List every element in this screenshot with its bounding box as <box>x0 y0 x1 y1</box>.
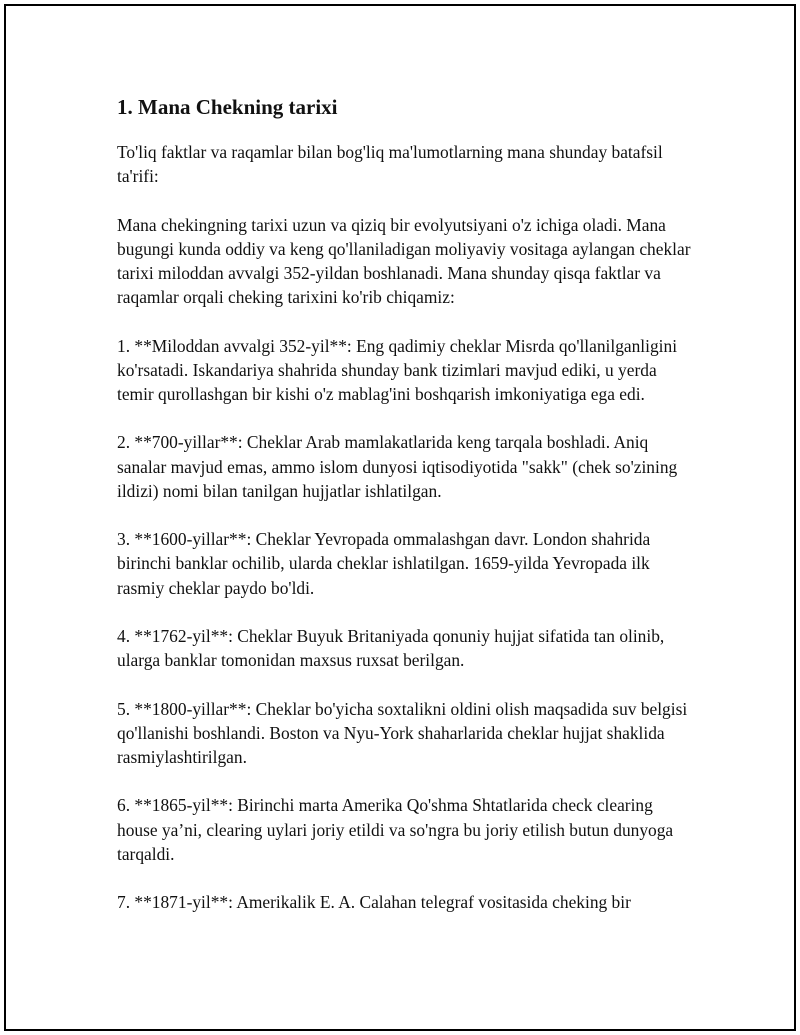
list-item-6: 6. **1865-yil**: Birinchi marta Amerika Qo'shma Shtatlarida check clearing house ya’ni, clearing uylari joriy etildi va so'ngra bu joriy etilish butun dunyoga tarqaldi. <box>117 795 674 864</box>
list-item-3: 3. **1600-yillar**: Cheklar Yevropada ommalashgan davr. London shahrida birinchi banklar ochilib, ularda cheklar ishlatilgan. 1659-yilda Yevropada ilk rasmiy cheklar paydo bo'ldi. <box>117 529 651 598</box>
document-title: 1. Mana Chekning tarixi <box>117 95 338 119</box>
document-body <box>117 94 697 939</box>
list-item-1: 1. **Miloddan avvalgi 352-yil**: Eng qadimiy cheklar Misrda qo'llanilganligini ko'rsatadi. Iskandariya shahrida shunday bank tizimlari mavjud ediki, u yerda temir qurollashgan bir kishi o'z mablag'ini boshqarish imkoniyatiga ega edi. <box>117 335 678 404</box>
intro-paragraph: To'liq faktlar va raqamlar bilan bog'liq ma'lumotlarning mana shunday batafsil ta'rifi: <box>117 142 663 187</box>
list-item-4: 4. **1762-yil**: Cheklar Buyuk Britaniyada qonuniy hujjat sifatida tan olinib, ularga banklar tomonidan maxsus ruxsat berilgan. <box>117 625 665 671</box>
list-item-5: 5. **1800-yillar**: Cheklar bo'yicha soxtalikni oldini olish maqsadida suv belgisi qo'llanishi boshlandi. Boston va Nyu-York shaharlarida cheklar hujjat shaklida rasmiylashtirilgan. <box>117 698 688 767</box>
overview-paragraph: Mana chekingning tarixi uzun va qiziq bir evolyutsiyani o'z ichiga oladi. Mana bugungi kunda oddiy va keng qo'llaniladigan moliyaviy vositaga aylangan cheklar tarixi miloddan avvalgi 352-yildan boshlanadi. Mana shunday qisqa faktlar va raqamlar orqali cheking tarixini ko'rib chiqamiz: <box>117 214 691 308</box>
list-item-2: 2. **700-yillar**: Cheklar Arab mamlakatlarida keng tarqala boshladi. Aniq sanalar mavjud emas, ammo islom dunyosi iqtisodiyotida "sakk" (chek so'zining ildizi) nomi bilan tanilgan hujjatlar ishlatilgan. <box>117 432 678 501</box>
list-item-7: 7. **1871-yil**: Amerikalik E. A. Calahan telegraf vositasida cheking bir <box>117 892 631 913</box>
